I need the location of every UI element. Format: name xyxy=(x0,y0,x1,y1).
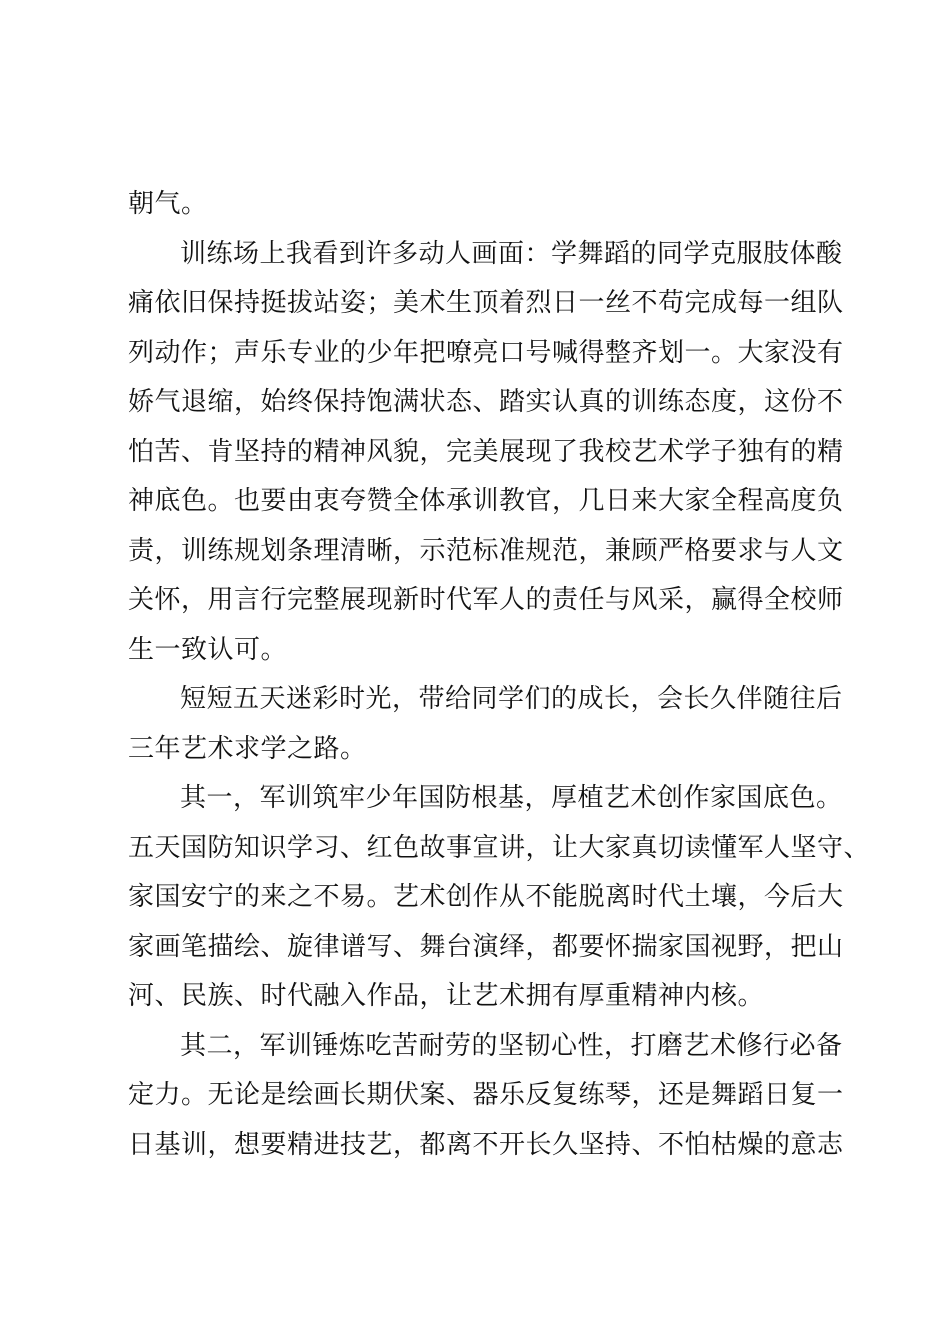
text-line: 痛依旧保持挺拔站姿；美术生顶着烈日一丝不苟完成每一组队 xyxy=(128,288,844,318)
text-line: 日基训，想要精进技艺，都离不开长久坚持、不怕枯燥的意志 xyxy=(128,1129,844,1160)
text-line: 神底色。也要由衷夸赞全体承训教官，几日来大家全程高度负 xyxy=(128,486,844,516)
text-line: 责，训练规划条理清晰，示范标准规范，兼顾严格要求与人文 xyxy=(128,535,844,566)
text-line: 列动作；声乐专业的少年把嘹亮口号喊得整齐划一。大家没有 xyxy=(128,337,844,368)
text-line: 朝气。 xyxy=(128,189,208,219)
paragraph-first-line: 其一，军训筑牢少年国防根基，厚植艺术创作家国底色。 xyxy=(180,783,843,813)
text-line: 定力。无论是绘画长期伏案、器乐反复练琴，还是舞蹈日复一 xyxy=(128,1080,844,1110)
paragraph-first-line: 其二，军训锤炼吃苦耐劳的坚韧心性，打磨艺术修行必备 xyxy=(180,1030,843,1061)
text-line: 关怀，用言行完整展现新时代军人的责任与风采，赢得全校师 xyxy=(128,585,844,615)
text-line: 五天国防知识学习、红色故事宣讲，让大家真切读懂军人坚守、 xyxy=(128,832,871,863)
text-line: 家画笔描绘、旋律谱写、舞台演绎，都要怀揣家国视野，把山 xyxy=(128,931,844,962)
paragraph-first-line: 短短五天迷彩时光，带给同学们的成长，会长久伴随往后 xyxy=(180,684,843,714)
text-line: 河、民族、时代融入作品，让艺术拥有厚重精神内核。 xyxy=(128,981,765,1011)
text-line: 三年艺术求学之路。 xyxy=(128,733,367,764)
document-body xyxy=(128,180,871,1170)
text-line: 娇气退缩，始终保持饱满状态、踏实认真的训练态度，这份不 xyxy=(128,387,844,417)
paragraph-first-line: 训练场上我看到许多动人画面：学舞蹈的同学克服肢体酸 xyxy=(180,238,843,269)
text-line: 怕苦、肯坚持的精神风貌，完美展现了我校艺术学子独有的精 xyxy=(128,436,844,467)
text-line: 生一致认可。 xyxy=(128,634,288,665)
text-line: 家国安宁的来之不易。艺术创作从不能脱离时代土壤，今后大 xyxy=(128,882,844,912)
